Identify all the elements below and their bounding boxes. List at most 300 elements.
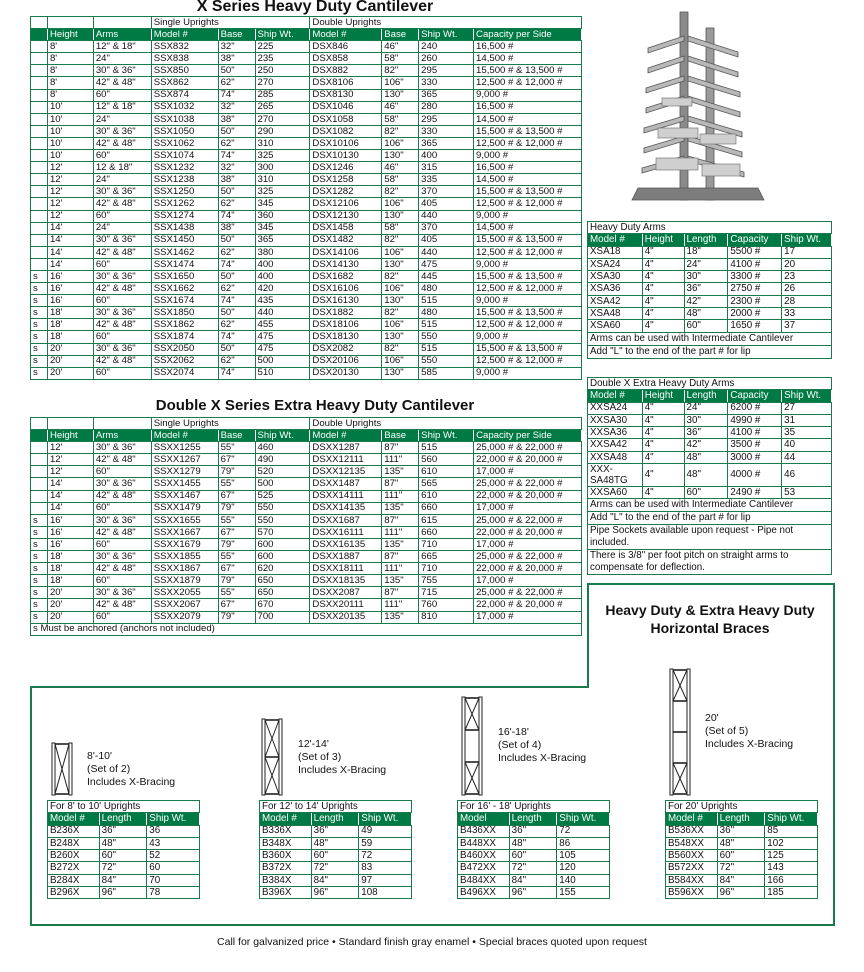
table-cell: 60": [311, 850, 359, 862]
table-cell: XXSA42: [588, 439, 643, 451]
header-7: Ship Wt.: [419, 430, 474, 442]
table-cell: 27: [782, 402, 832, 414]
table-cell: 55": [218, 442, 255, 454]
header-2: Model #: [151, 430, 218, 442]
table-cell: B584XX: [666, 874, 718, 886]
table-cell: [31, 150, 48, 162]
table-row: [588, 283, 832, 295]
table-cell: 60": [509, 850, 557, 862]
table-cell: [31, 198, 48, 210]
header-2: Length: [684, 234, 728, 246]
table-cell: 60": [93, 331, 151, 343]
table-note: Arms can be used with Intermediate Cantilever: [588, 332, 832, 345]
table-row: [666, 850, 818, 862]
table-cell: SSX1662: [151, 283, 218, 295]
table-cell: DSX12106: [310, 198, 382, 210]
table-cell: DSX16106: [310, 283, 382, 295]
table-cell: 525: [255, 490, 310, 502]
table-cell: 515: [419, 442, 474, 454]
table-row: [48, 850, 200, 862]
table-cell: SSX832: [151, 41, 218, 53]
table-cell: 25,000 # & 22,000 #: [474, 514, 582, 526]
table-cell: 10': [47, 125, 93, 137]
table-cell: s: [31, 599, 48, 611]
header-8: Capacity per Side: [474, 430, 582, 442]
table-cell: 440: [255, 307, 310, 319]
brace-label-line: 16'-18': [498, 726, 529, 738]
table-cell: 16': [47, 514, 93, 526]
table-cell: 4": [642, 451, 684, 463]
table-row: [31, 234, 582, 246]
table-cell: 4": [642, 402, 684, 414]
table-cell: DSX8130: [310, 89, 382, 101]
table-cell: 36": [717, 825, 765, 837]
table-cell: 111": [382, 563, 419, 575]
table-cell: 17: [782, 246, 832, 258]
table-cell: 70: [147, 874, 200, 886]
table-cell: 360: [255, 210, 310, 222]
table-cell: 12" & 18": [93, 101, 151, 113]
table-cell: 55": [218, 551, 255, 563]
note-row: [588, 499, 832, 512]
table-cell: 235: [255, 53, 310, 65]
table-cell: 4": [642, 271, 684, 283]
table-cell: 665: [419, 551, 474, 563]
table-note: Arms can be used with Intermediate Cantilever: [588, 499, 832, 512]
table-row: [31, 101, 582, 113]
table-cell: DSXX16111: [310, 526, 382, 538]
anchor-note: s Must be anchored (anchors not included): [31, 623, 582, 635]
brace-label: [87, 750, 175, 789]
table-row: [31, 174, 582, 186]
table-cell: 15,500 # & 13,500 #: [474, 65, 582, 77]
table-cell: 16,500 #: [474, 41, 582, 53]
table-cell: [31, 258, 48, 270]
table-row: [666, 825, 818, 837]
table-cell: s: [31, 295, 48, 307]
table-cell: XXSA24: [588, 402, 643, 414]
table-cell: 102: [765, 837, 818, 849]
table-cell: 8': [47, 89, 93, 101]
brace-line: [687, 669, 690, 795]
table-cell: SSX1862: [151, 319, 218, 331]
table-cell: 36: [147, 825, 200, 837]
table-cell: 9,000 #: [474, 89, 582, 101]
table-cell: 30" & 36": [93, 307, 151, 319]
table-cell: 500: [255, 478, 310, 490]
table-cell: 60": [93, 367, 151, 379]
table-cell: s: [31, 575, 48, 587]
table-row: [48, 837, 200, 849]
table-row: [31, 575, 582, 587]
blank-cell: [31, 17, 48, 29]
table-cell: 475: [255, 331, 310, 343]
table-cell: [31, 222, 48, 234]
table-cell: 20': [47, 343, 93, 355]
table-cell: 20': [47, 355, 93, 367]
table-cell: 4100 #: [728, 258, 782, 270]
table-cell: 4": [642, 283, 684, 295]
table-cell: 2300 #: [728, 295, 782, 307]
table-cell: 82": [382, 65, 419, 77]
table-cell: 82": [382, 270, 419, 282]
table-cell: 345: [255, 198, 310, 210]
table-cell: 74": [218, 210, 255, 222]
table-cell: s: [31, 587, 48, 599]
table-cell: 14': [47, 234, 93, 246]
braces-title-line1: Heavy Duty & Extra Heavy Duty: [605, 602, 815, 618]
table-row: [31, 210, 582, 222]
table-cell: 85: [765, 825, 818, 837]
header-3: Base: [218, 29, 255, 41]
table-cell: 53: [782, 487, 832, 499]
table-cell: 52: [147, 850, 200, 862]
table-cell: 106": [382, 355, 419, 367]
table-row: [588, 414, 832, 426]
table-cell: 650: [255, 575, 310, 587]
table-cell: B484XX: [458, 874, 510, 886]
header-2: Length: [684, 390, 728, 402]
table-cell: 15,500 # & 13,500 #: [474, 343, 582, 355]
table-cell: 14': [47, 222, 93, 234]
table-row: [31, 162, 582, 174]
table-cell: B296X: [48, 887, 100, 899]
table-cell: 62": [218, 246, 255, 258]
table-cell: 42": [684, 439, 728, 451]
blank-cell: [93, 17, 151, 29]
table-cell: SSX1850: [151, 307, 218, 319]
table-cell: 755: [419, 575, 474, 587]
table-cell: 74": [218, 89, 255, 101]
table-cell: 30" & 36": [93, 343, 151, 355]
table-cell: s: [31, 270, 48, 282]
table-cell: 72: [557, 825, 610, 837]
table-cell: s: [31, 526, 48, 538]
table-row: [260, 887, 412, 899]
table-cell: B360X: [260, 850, 312, 862]
table-cell: 42" & 48": [93, 599, 151, 611]
table-cell: 370: [419, 186, 474, 198]
table-cell: 225: [255, 41, 310, 53]
table-cell: 48": [311, 837, 359, 849]
table-cell: 48": [684, 451, 728, 463]
table-cell: SSXX1667: [151, 526, 218, 538]
table-cell: 550: [255, 502, 310, 514]
table-cell: 74": [218, 295, 255, 307]
table-cell: 32": [218, 41, 255, 53]
table-cell: 10': [47, 113, 93, 125]
table-cell: 84": [311, 874, 359, 886]
table-cell: 72": [99, 862, 147, 874]
table-cell: SSX1450: [151, 234, 218, 246]
xx-series-table: [30, 417, 582, 636]
table-cell: 515: [419, 319, 474, 331]
table-row: [31, 563, 582, 575]
table-cell: 365: [419, 137, 474, 149]
xx-arms-caption: Double X Extra Heavy Duty Arms: [588, 378, 832, 390]
table-cell: 105: [557, 850, 610, 862]
header-2: Ship Wt.: [765, 813, 818, 825]
table-cell: 18': [47, 575, 93, 587]
footer-note: Call for galvanized price • Standard finish gray enamel • Special braces quoted upon request: [217, 936, 647, 948]
table-cell: 42" & 48": [93, 283, 151, 295]
table-cell: DSX882: [310, 65, 382, 77]
table-row: [31, 150, 582, 162]
header-1: Length: [509, 813, 557, 825]
table-cell: 130": [382, 150, 419, 162]
table-cell: 365: [255, 234, 310, 246]
table-cell: B496XX: [458, 887, 510, 899]
table-cell: 4": [642, 439, 684, 451]
table-cell: 38": [218, 174, 255, 186]
table-cell: 84": [717, 874, 765, 886]
table-cell: 106": [382, 319, 419, 331]
table-cell: 670: [255, 599, 310, 611]
table-row: [31, 89, 582, 101]
table-cell: 440: [419, 210, 474, 222]
table-row: [48, 887, 200, 899]
table-cell: 295: [419, 65, 474, 77]
table-row: [31, 41, 582, 53]
table-cell: SSX1262: [151, 198, 218, 210]
table-cell: 60": [684, 487, 728, 499]
table-cell: 22,000 # & 20,000 #: [474, 454, 582, 466]
table-cell: 280: [419, 101, 474, 113]
table-cell: XSA30: [588, 271, 643, 283]
header-3: Capacity: [728, 234, 782, 246]
note-row: [588, 512, 832, 525]
table-cell: 310: [255, 137, 310, 149]
table-cell: B472XX: [458, 862, 510, 874]
table-cell: B336X: [260, 825, 312, 837]
table-cell: XSA36: [588, 283, 643, 295]
table-cell: 620: [255, 563, 310, 575]
table-cell: 5500 #: [728, 246, 782, 258]
table-cell: [31, 234, 48, 246]
table-cell: 260: [419, 53, 474, 65]
table-cell: 50": [218, 186, 255, 198]
table-row: [588, 271, 832, 283]
note-row: [588, 550, 832, 575]
table-cell: 87": [382, 478, 419, 490]
table-cell: SSX2050: [151, 343, 218, 355]
table-cell: 78: [147, 887, 200, 899]
table-cell: B284X: [48, 874, 100, 886]
header-0: Model #: [666, 813, 718, 825]
brace-label-line: 8'-10': [87, 750, 113, 762]
table-row: [31, 551, 582, 563]
table-cell: 10': [47, 150, 93, 162]
table-cell: 18': [47, 563, 93, 575]
brace-table-caption: For 16' - 18' Uprights: [458, 801, 610, 813]
table-cell: B448XX: [458, 837, 510, 849]
brace-label-line: (Set of 4): [498, 739, 542, 752]
table-row: [31, 490, 582, 502]
table-cell: 130": [382, 367, 419, 379]
header-3: Capacity: [728, 390, 782, 402]
table-cell: 46: [782, 464, 832, 487]
table-cell: 24": [93, 113, 151, 125]
brace-line: [670, 669, 673, 795]
table-cell: 38": [218, 222, 255, 234]
table-cell: 480: [419, 283, 474, 295]
table-cell: 106": [382, 198, 419, 210]
table-cell: 25,000 # & 22,000 #: [474, 587, 582, 599]
table-cell: 810: [419, 611, 474, 623]
table-cell: 4": [642, 258, 684, 270]
table-cell: 36": [99, 825, 147, 837]
table-cell: 12': [47, 198, 93, 210]
table-cell: 4": [642, 414, 684, 426]
table-cell: 15,500 # & 13,500 #: [474, 125, 582, 137]
table-cell: 515: [419, 295, 474, 307]
table-cell: SSXX1279: [151, 466, 218, 478]
table-cell: 335: [419, 174, 474, 186]
table-row: [48, 874, 200, 886]
table-cell: SSX2074: [151, 367, 218, 379]
table-cell: 140: [557, 874, 610, 886]
table-cell: 33: [782, 308, 832, 320]
table-cell: XXSA36: [588, 427, 643, 439]
table-row: [31, 270, 582, 282]
table-cell: 38": [218, 113, 255, 125]
header-0: Model: [458, 813, 510, 825]
table-cell: 48": [717, 837, 765, 849]
table-cell: 17,000 #: [474, 466, 582, 478]
table-row: [588, 258, 832, 270]
table-cell: 445: [419, 270, 474, 282]
single-uprights-label: Single Uprights: [151, 17, 310, 29]
brace-table-caption: For 8' to 10' Uprights: [48, 801, 200, 813]
table-cell: SSX1050: [151, 125, 218, 137]
table-cell: 30" & 36": [93, 234, 151, 246]
table-cell: 9,000 #: [474, 331, 582, 343]
table-cell: SSX1038: [151, 113, 218, 125]
table-cell: 32": [218, 162, 255, 174]
table-cell: 240: [419, 41, 474, 53]
xx-arms-table: [587, 377, 832, 575]
table-cell: 46": [382, 41, 419, 53]
table-cell: 111": [382, 454, 419, 466]
table-cell: SSX1232: [151, 162, 218, 174]
table-cell: 43: [147, 837, 200, 849]
table-cell: 82": [382, 125, 419, 137]
table-cell: 25,000 # & 22,000 #: [474, 478, 582, 490]
table-cell: 30" & 36": [93, 478, 151, 490]
table-cell: XXX-SA48TG: [588, 464, 643, 487]
table-cell: 50": [218, 307, 255, 319]
table-cell: 84": [99, 874, 147, 886]
table-cell: 4": [642, 427, 684, 439]
table-cell: 96": [99, 887, 147, 899]
table-cell: 14': [47, 478, 93, 490]
table-cell: 1650 #: [728, 320, 782, 332]
table-cell: 79": [218, 538, 255, 550]
table-cell: 660: [419, 526, 474, 538]
table-cell: DSX10106: [310, 137, 382, 149]
header-0: Model #: [588, 390, 643, 402]
table-cell: SSXX1867: [151, 563, 218, 575]
table-cell: 6200 #: [728, 402, 782, 414]
table-cell: 290: [255, 125, 310, 137]
table-cell: 48": [99, 837, 147, 849]
table-cell: 28: [782, 295, 832, 307]
brace-label-line: (Set of 5): [705, 725, 749, 738]
table-row: [31, 611, 582, 623]
table-cell: 14': [47, 490, 93, 502]
table-cell: 50": [218, 343, 255, 355]
table-row: [31, 222, 582, 234]
table-cell: 48": [684, 464, 728, 487]
table-cell: [31, 454, 48, 466]
x-series-title: X Series Heavy Duty Cantilever: [196, 0, 434, 15]
table-cell: s: [31, 551, 48, 563]
table-cell: DSX846: [310, 41, 382, 53]
table-cell: B560XX: [666, 850, 718, 862]
table-cell: 4990 #: [728, 414, 782, 426]
table-cell: 370: [419, 222, 474, 234]
header-0: Model #: [260, 813, 312, 825]
table-cell: 18': [47, 319, 93, 331]
table-cell: DSXX1487: [310, 478, 382, 490]
table-cell: 585: [419, 367, 474, 379]
brace-label-line: Includes X-Bracing: [705, 738, 794, 751]
table-row: [31, 53, 582, 65]
table-cell: 16,500 #: [474, 101, 582, 113]
table-cell: 12,500 # & 12,000 #: [474, 77, 582, 89]
brace-diagram-icon: [50, 742, 74, 796]
header-6: Base: [382, 430, 419, 442]
brace-label: [298, 738, 386, 777]
table-row: [666, 837, 818, 849]
header-2: Ship Wt.: [359, 813, 412, 825]
table-row: [31, 307, 582, 319]
table-cell: 270: [255, 113, 310, 125]
table-cell: 40: [782, 439, 832, 451]
table-cell: 16': [47, 270, 93, 282]
xx-series-title: Double X Series Extra Heavy Duty Cantilever: [155, 397, 475, 414]
table-cell: 8': [47, 41, 93, 53]
table-cell: 16': [47, 526, 93, 538]
brace-label-line: 12'-14': [298, 738, 329, 750]
table-cell: 565: [419, 478, 474, 490]
table-cell: [31, 113, 48, 125]
table-row: [31, 65, 582, 77]
brace-label-line: 20': [705, 712, 719, 724]
table-row: [31, 125, 582, 137]
table-cell: [31, 186, 48, 198]
table-cell: B396X: [260, 887, 312, 899]
table-cell: B236X: [48, 825, 100, 837]
table-cell: 265: [255, 101, 310, 113]
table-cell: B536XX: [666, 825, 718, 837]
table-cell: s: [31, 563, 48, 575]
table-cell: B384X: [260, 874, 312, 886]
table-cell: 62": [218, 198, 255, 210]
table-cell: 12': [47, 162, 93, 174]
table-cell: 22,000 # & 20,000 #: [474, 490, 582, 502]
blank-cell: [47, 418, 93, 430]
table-row: [31, 454, 582, 466]
table-cell: 250: [255, 65, 310, 77]
table-cell: 17,000 #: [474, 611, 582, 623]
table-cell: 18': [47, 307, 93, 319]
table-cell: 96": [509, 887, 557, 899]
table-cell: SSX838: [151, 53, 218, 65]
table-cell: 60": [93, 150, 151, 162]
table-cell: 760: [419, 599, 474, 611]
header-8: Capacity per Side: [474, 29, 582, 41]
